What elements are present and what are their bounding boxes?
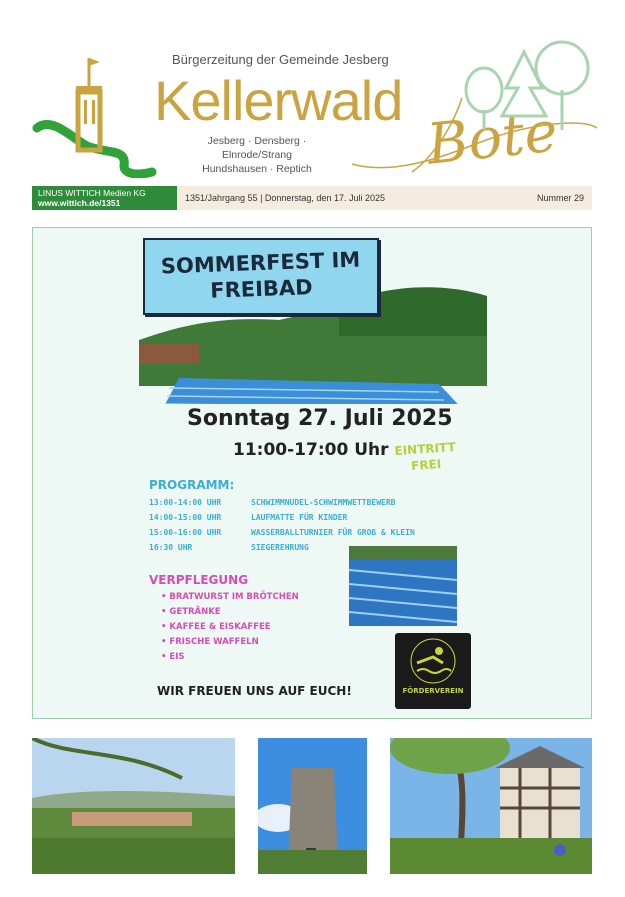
entry-free <box>394 439 457 475</box>
program-row <box>149 513 347 522</box>
trees-icon <box>462 40 592 130</box>
foerderverein-logo <box>395 633 471 709</box>
program-row <box>149 498 396 507</box>
program-event: SCHWIMMNUDEL-SCHWIMMWETTBEWERB <box>251 498 396 507</box>
issue-number: Nummer 29 <box>536 193 584 203</box>
program-event: LAUFMATTE FÜR KINDER <box>251 513 348 522</box>
poster-banner <box>143 238 379 315</box>
pool-photo-small <box>349 546 457 626</box>
issue-line: 1351/Jahrgang 55 | Donnerstag, den 17. Juli 2025 <box>185 193 385 203</box>
banner-line-2: FREIBAD <box>209 275 314 303</box>
catering-item: • EIS <box>161 652 185 662</box>
catering-item: • KAFFEE & EISKAFFEE <box>161 622 271 632</box>
closing-text: WIR FREUEN UNS AUF EUCH! <box>157 684 352 698</box>
event-poster <box>32 227 592 719</box>
catering-item: • FRISCHE WAFFELN <box>161 637 259 647</box>
program-title: PROGRAMM: <box>149 478 235 492</box>
event-date: Sonntag 27. Juli 2025 <box>187 406 453 431</box>
program-event: WASSERBALLTURNIER FÜR GROß & KLEIN <box>251 528 415 537</box>
badge-text: FÖRDERVEREIN <box>402 687 464 695</box>
program-time: 13:00-14:00 UHR <box>149 498 222 507</box>
catering-title: VERPFLEGUNG <box>149 573 249 587</box>
entry-line-1: EINTRITT <box>394 439 457 459</box>
event-time: 11:00-17:00 Uhr <box>233 440 389 460</box>
publisher-url[interactable]: www.wittich.de/1351 <box>38 198 121 208</box>
catering-item: • GETRÄNKE <box>161 607 221 617</box>
program-time: 16:30 UHR <box>149 543 193 552</box>
places-line-1: Jesberg · Densberg · Elnrode/Strang <box>207 135 307 161</box>
entry-line-2: FREI <box>410 456 442 474</box>
program-event: SIEGEREHRUNG <box>251 543 309 552</box>
publisher-name: LINUS WITTICH Medien KG <box>38 188 146 198</box>
places-line-2: Hundshausen · Reptich <box>202 163 312 175</box>
tower-photo <box>258 738 367 874</box>
swimmer-icon <box>395 633 471 685</box>
program-row <box>149 543 309 552</box>
newspaper-title: Kellerwald <box>154 69 403 132</box>
banner-text <box>144 246 378 306</box>
places-list <box>172 134 342 176</box>
program-row <box>149 528 415 537</box>
newspaper-subtitle: Bürgerzeitung der Gemeinde Jesberg <box>172 52 389 67</box>
village-landscape-photo <box>32 738 235 874</box>
banner-line-1: SOMMERFEST IM <box>160 247 361 279</box>
castle-tower-logo <box>32 50 157 178</box>
issue-info-bar <box>32 186 592 210</box>
newspaper-title-script: Bote <box>423 99 561 178</box>
masthead <box>32 38 592 178</box>
program-time: 15:00-16:00 UHR <box>149 528 222 537</box>
program-time: 14:00-15:00 UHR <box>149 513 222 522</box>
catering-item: • BRATWURST IM BRÖTCHEN <box>161 592 299 602</box>
half-timbered-house-photo <box>390 738 592 874</box>
publisher-box <box>32 186 177 210</box>
